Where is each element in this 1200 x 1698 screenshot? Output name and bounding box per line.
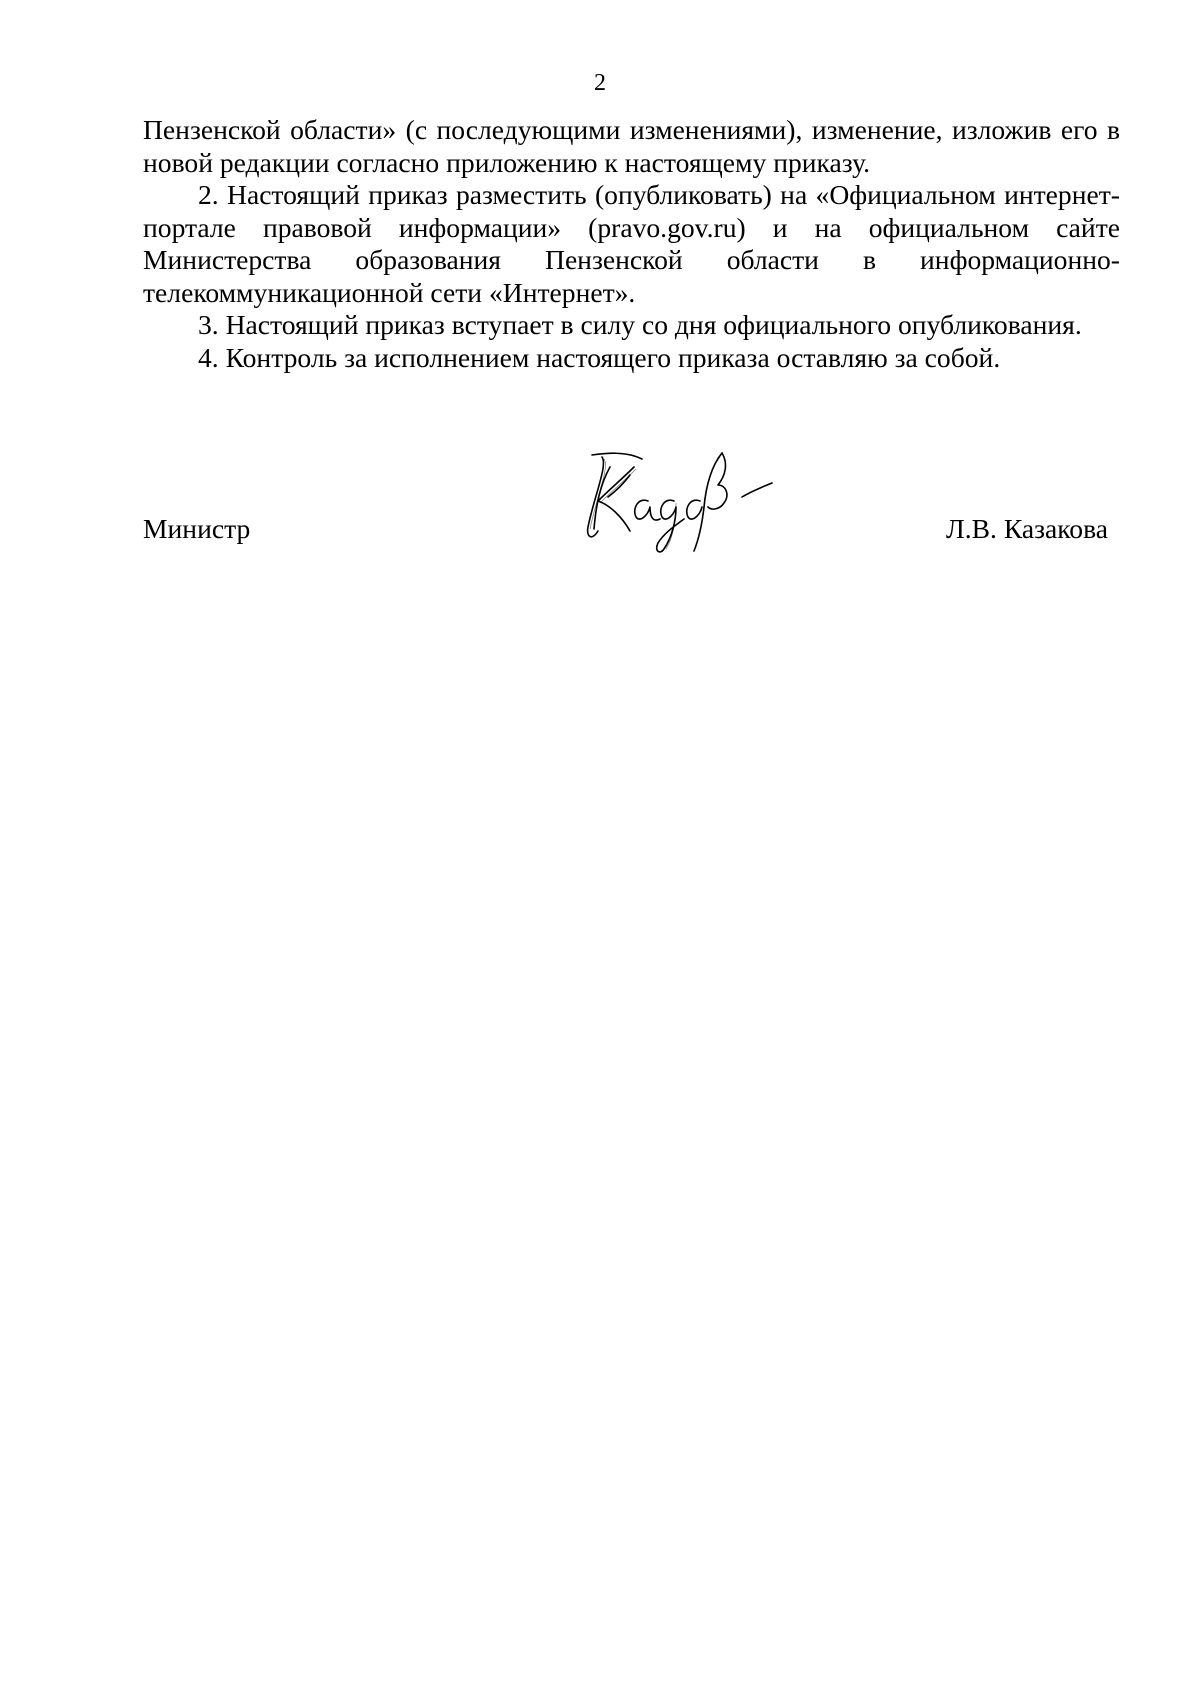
signer-name: Л.В. Казакова	[946, 513, 1108, 544]
signature-block	[143, 500, 1120, 560]
paragraph-item-3: 3. Настоящий приказ вступает в силу со дня официального опубликования.	[198, 309, 1082, 340]
page-number: 2	[594, 70, 606, 96]
document-body	[143, 114, 1120, 374]
paragraph-continuation: Пензенской области» (с последующими изменениями), изменение, изложив его в новой редакции согласно приложению к настоящему приказу.	[143, 114, 1120, 178]
paragraph-item-2: 2. Настоящий приказ разместить (опубликовать) на «Официальном интернет-портале правовой информации» (pravo.gov.ru) и на официальном сайте Министерства образования Пензенской области в информационно-телекоммуникационной сети «Интернет».	[143, 179, 1120, 308]
paragraph-item-4: 4. Контроль за исполнением настоящего приказа оставляю за собой.	[198, 341, 1001, 373]
signer-position: Министр	[143, 513, 251, 544]
